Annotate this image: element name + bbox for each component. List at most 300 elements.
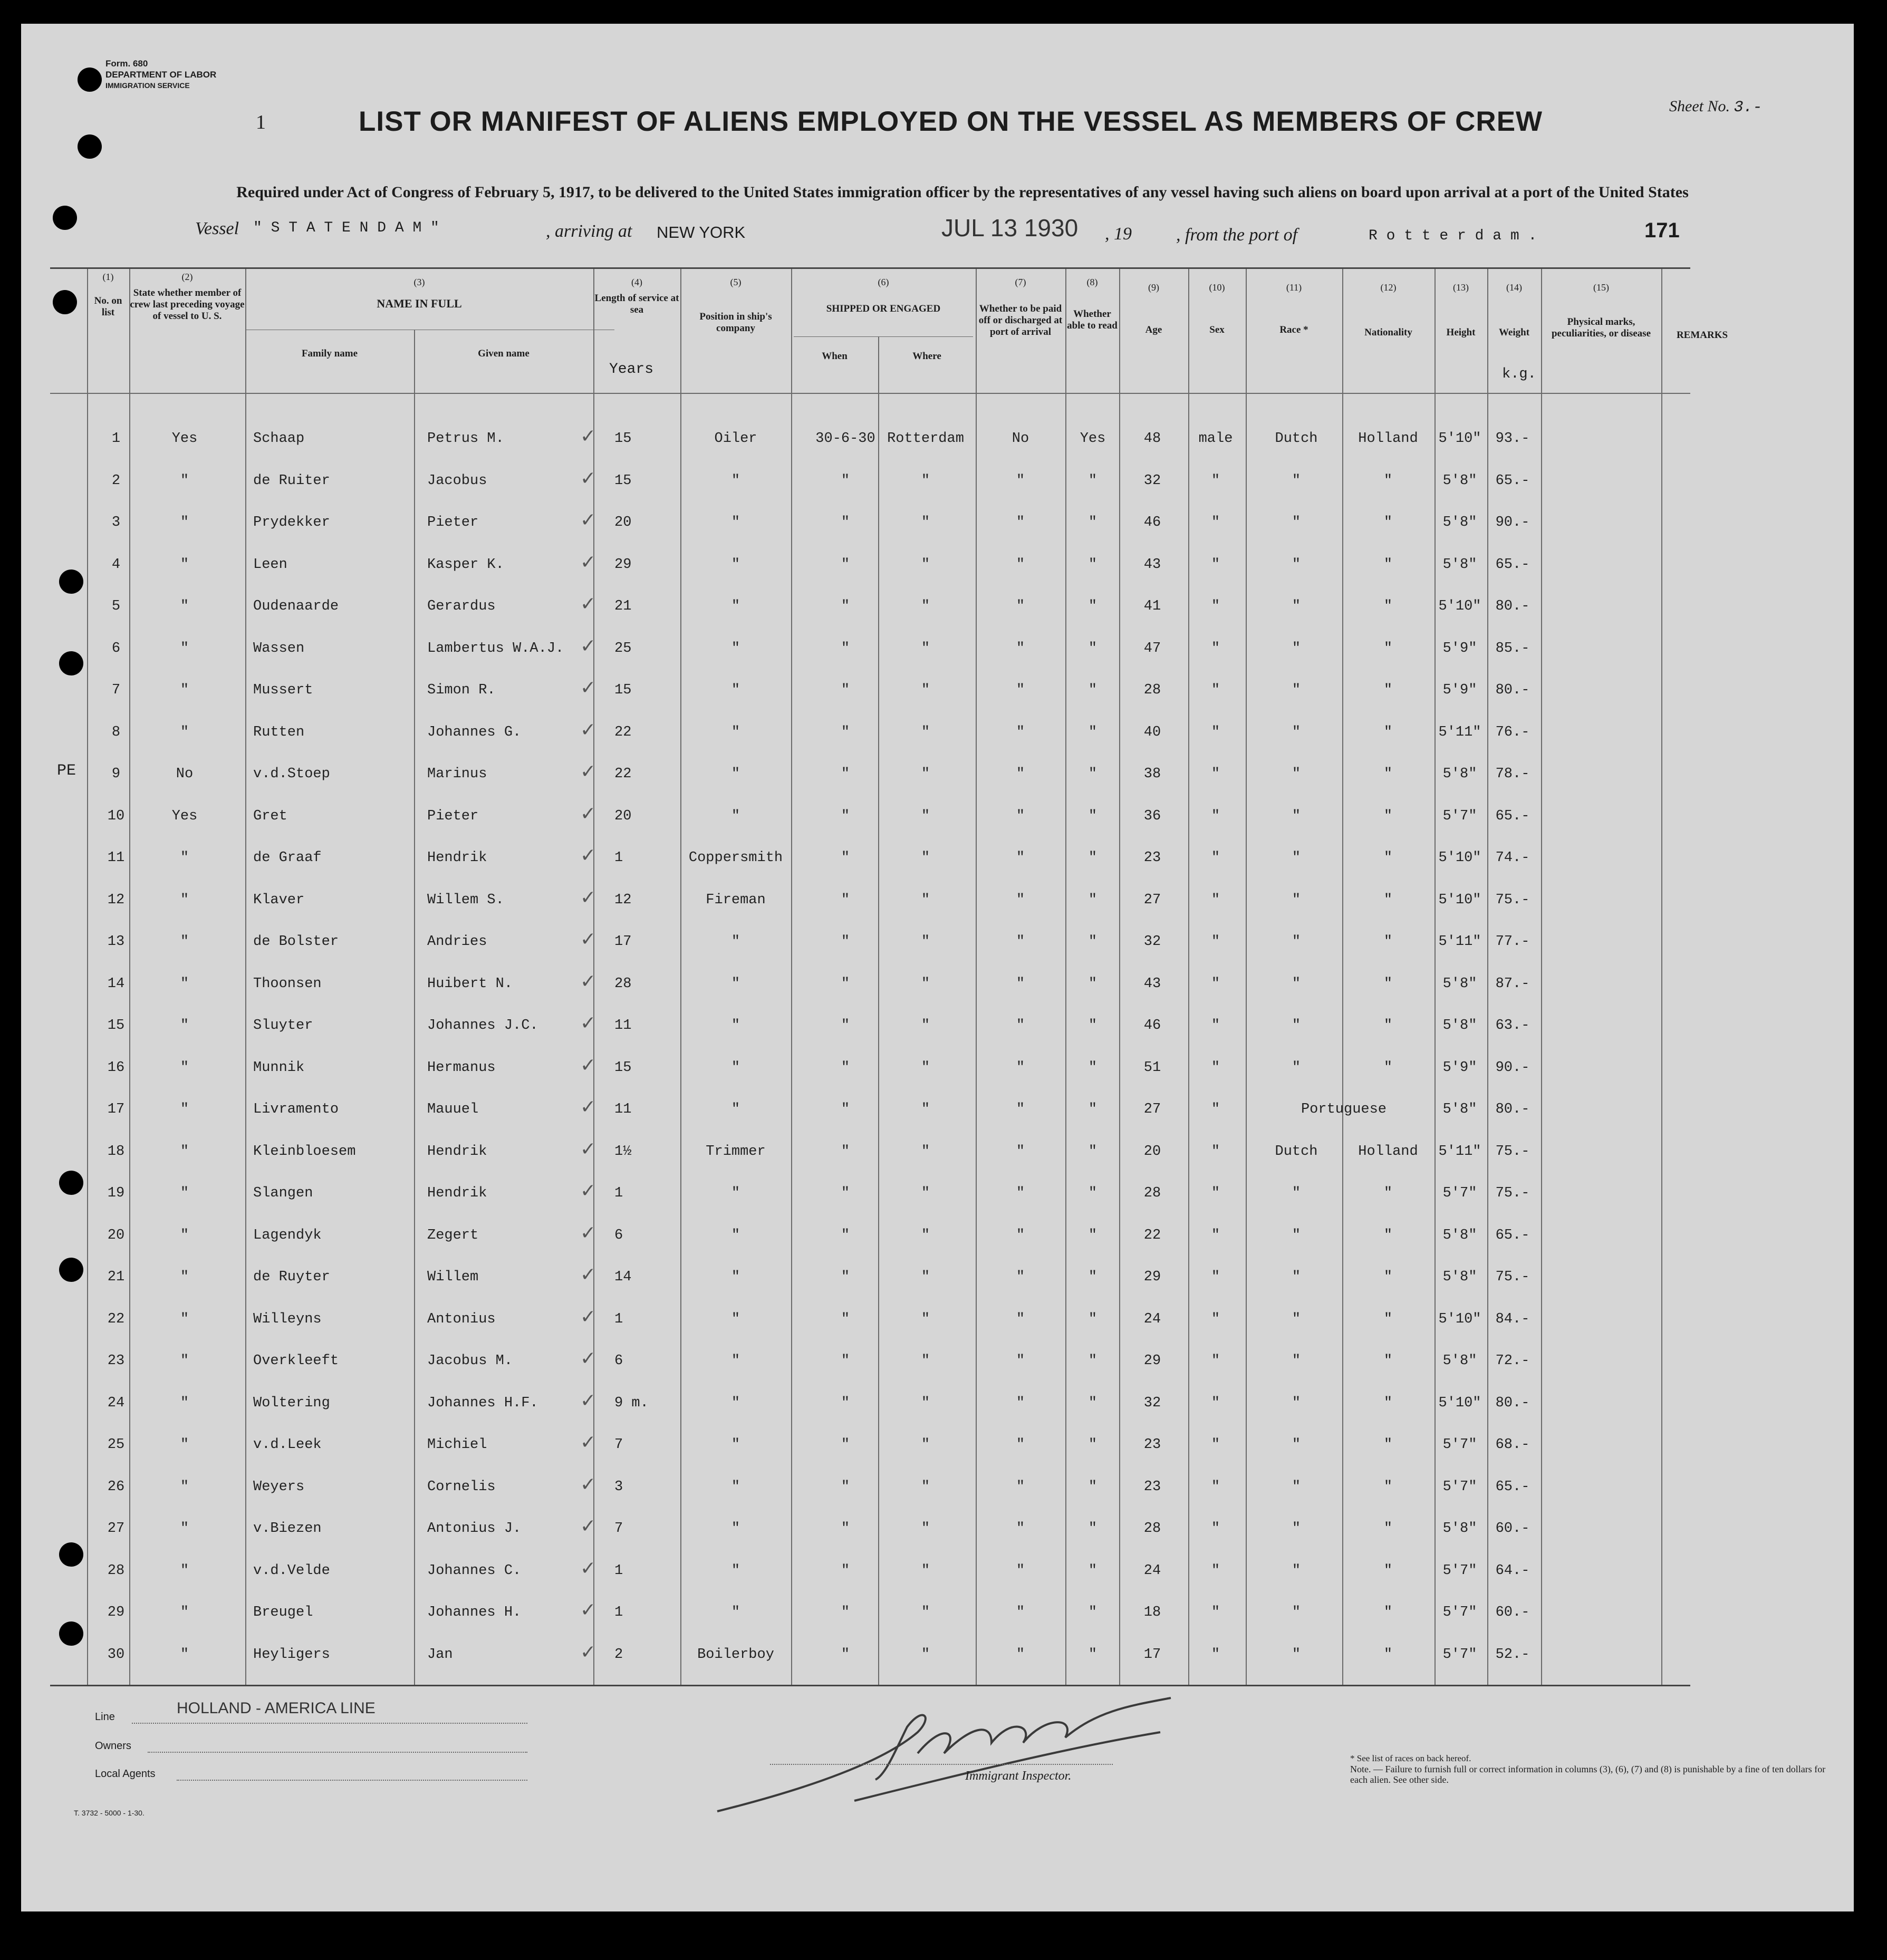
page-subtitle: Required under Act of Congress of February 5, 1917, to be delivered to the United States immigration officer by the representatives of any vessel having such aliens on board upon arrival at a port of the United States	[236, 184, 1689, 201]
cell-given-name: Johannes H.F.	[427, 1395, 538, 1411]
col-line	[1541, 269, 1542, 1685]
cell-sex: "	[1211, 724, 1220, 740]
cell-paid-off: "	[1016, 1018, 1025, 1034]
cell-sex: "	[1211, 1059, 1220, 1076]
col-num: (1)	[102, 272, 114, 282]
cell-nationality: "	[1383, 1227, 1393, 1243]
cell-no: 7	[111, 682, 121, 698]
cell-years: 12	[614, 892, 632, 908]
cell-age: 27	[1143, 1102, 1161, 1117]
cell-position: "	[731, 724, 740, 740]
cell-weight: 90.-	[1495, 1059, 1530, 1076]
cell-position: "	[731, 976, 740, 992]
year-label: , 19	[1105, 224, 1132, 244]
cell-given-name: Mauuel	[427, 1102, 479, 1117]
cell-position: Coppersmith	[688, 850, 783, 866]
cell-given-name: Huibert N.	[427, 976, 513, 992]
cell-able-to-read: "	[1088, 1437, 1097, 1453]
cell-family-name: Slangen	[253, 1185, 313, 1201]
cell-where: "	[921, 556, 930, 573]
cell-height: 5'8"	[1442, 766, 1477, 782]
header-shipped: SHIPPED OR ENGAGED	[826, 303, 941, 314]
cell-given-name: Jacobus M.	[427, 1353, 513, 1369]
check-mark-icon: ✓	[580, 1432, 596, 1453]
cell-sex: "	[1211, 934, 1220, 950]
cell-no: 1	[111, 431, 121, 447]
col-line	[1065, 269, 1066, 1685]
cell-no: 26	[107, 1479, 125, 1495]
cell-age: 43	[1143, 556, 1161, 573]
cell-family-name: v.Biezen	[253, 1521, 322, 1537]
cell-given-name: Kasper K.	[427, 556, 504, 573]
cell-able-to-read: "	[1088, 1479, 1097, 1495]
col-line	[1119, 269, 1120, 1685]
cell-nationality: "	[1383, 1353, 1393, 1369]
cell-prev-voyage: "	[180, 472, 189, 489]
cell-height: 5'7"	[1442, 1605, 1477, 1620]
cell-paid-off: "	[1016, 1227, 1025, 1243]
cell-years: 1	[614, 1562, 623, 1579]
check-mark-icon: ✓	[580, 803, 596, 825]
check-mark-icon: ✓	[580, 1222, 596, 1244]
cell-family-name: Sluyter	[253, 1018, 313, 1034]
cell-age: 36	[1143, 808, 1161, 824]
cell-years: 7	[614, 1437, 623, 1453]
manifest-page	[21, 24, 1854, 1911]
cell-no: 6	[111, 640, 121, 656]
cell-height: 5'8"	[1442, 1269, 1477, 1285]
col-num: (14)	[1506, 282, 1522, 293]
cell-given-name: Willem	[427, 1269, 479, 1285]
cell-family-name: de Ruyter	[253, 1269, 330, 1285]
cell-nationality: "	[1383, 1437, 1393, 1453]
cell-position: "	[731, 1479, 740, 1495]
check-mark-icon: ✓	[580, 845, 596, 866]
print-code: T. 3732 - 5000 - 1-30.	[74, 1809, 145, 1817]
cell-family-name: Schaap	[253, 431, 305, 447]
cell-age: 32	[1143, 934, 1161, 950]
cell-given-name: Simon R.	[427, 682, 496, 698]
inspector-label: Immigrant Inspector.	[965, 1769, 1072, 1783]
cell-sex: "	[1211, 1185, 1220, 1201]
cell-position: "	[731, 472, 740, 489]
table-top-border	[50, 267, 1690, 269]
cell-race: "	[1292, 1437, 1301, 1453]
cell-paid-off: "	[1016, 766, 1025, 782]
cell-when: "	[841, 1521, 850, 1537]
date-stamp: JUL 13 1930	[941, 214, 1079, 242]
header-name-in-full: NAME IN FULL	[377, 297, 462, 310]
cell-height: 5'11"	[1438, 724, 1481, 740]
cell-prev-voyage: "	[180, 1143, 189, 1160]
col-line	[414, 330, 415, 1685]
cell-nationality: "	[1383, 1521, 1393, 1537]
cell-position: "	[731, 640, 740, 656]
cell-no: 22	[107, 1311, 125, 1327]
cell-weight: 52.-	[1495, 1646, 1530, 1663]
cell-paid-off: "	[1016, 1437, 1025, 1453]
col-num: (7)	[1015, 277, 1026, 287]
check-mark-icon: ✓	[580, 970, 596, 992]
cell-height: 5'7"	[1442, 1646, 1477, 1663]
cell-weight: 72.-	[1495, 1353, 1530, 1369]
cell-prev-voyage: "	[180, 1185, 189, 1201]
cell-age: 40	[1143, 724, 1161, 740]
cell-years: 1	[614, 1605, 623, 1620]
cell-able-to-read: "	[1088, 808, 1097, 824]
cell-position: "	[731, 1102, 740, 1117]
cell-sex: "	[1211, 1395, 1220, 1411]
cell-given-name: Andries	[427, 934, 487, 950]
cell-where: Rotterdam	[887, 431, 964, 447]
cell-given-name: Pieter	[427, 515, 479, 530]
cell-where: "	[921, 850, 930, 866]
cell-given-name: Hendrik	[427, 1143, 487, 1160]
cell-when: "	[841, 1646, 850, 1663]
check-mark-icon: ✓	[580, 551, 596, 573]
cell-prev-voyage: "	[180, 1437, 189, 1453]
cell-race: "	[1292, 640, 1301, 656]
form-mark: 1	[256, 111, 266, 133]
cell-height: 5'9"	[1442, 1059, 1477, 1076]
cell-no: 19	[107, 1185, 125, 1201]
cell-paid-off: "	[1016, 1059, 1025, 1076]
cell-when: "	[841, 766, 850, 782]
cell-race: "	[1292, 556, 1301, 573]
col-num: (4)	[631, 277, 642, 287]
cell-weight: 90.-	[1495, 515, 1530, 530]
punch-hole	[59, 1171, 83, 1195]
cell-height: 5'7"	[1442, 1562, 1477, 1579]
cell-able-to-read: "	[1088, 1562, 1097, 1579]
footer-line-value: HOLLAND - AMERICA LINE	[177, 1700, 376, 1717]
check-mark-icon: ✓	[580, 761, 596, 783]
cell-family-name: v.d.Velde	[253, 1562, 330, 1579]
header-where: Where	[912, 351, 941, 362]
cell-no: 24	[107, 1395, 125, 1411]
cell-family-name: de Graaf	[253, 850, 322, 866]
cell-family-name: Overkleeft	[253, 1353, 339, 1369]
cell-position: "	[731, 1521, 740, 1537]
header-age: Age	[1145, 324, 1162, 335]
vessel-label: Vessel	[195, 219, 239, 238]
cell-where: "	[921, 472, 930, 489]
cell-weight: 75.-	[1495, 1185, 1530, 1201]
cell-weight: 65.-	[1495, 808, 1530, 824]
cell-age: 38	[1143, 766, 1161, 782]
cell-prev-voyage: "	[180, 556, 189, 573]
cell-position: "	[731, 808, 740, 824]
punch-hole	[53, 290, 77, 314]
cell-age: 23	[1143, 850, 1161, 866]
cell-paid-off: "	[1016, 1311, 1025, 1327]
cell-height: 5'10"	[1438, 598, 1481, 614]
check-mark-icon: ✓	[580, 1264, 596, 1286]
cell-weight: 68.-	[1495, 1437, 1530, 1453]
cell-height: 5'10"	[1438, 892, 1481, 908]
cell-paid-off: "	[1016, 1605, 1025, 1620]
cell-able-to-read: "	[1088, 934, 1097, 950]
cell-paid-off: "	[1016, 724, 1025, 740]
cell-years: 29	[614, 556, 632, 573]
check-mark-icon: ✓	[580, 1054, 596, 1076]
cell-weight: 65.-	[1495, 472, 1530, 489]
check-mark-icon: ✓	[580, 635, 596, 657]
punch-hole	[59, 1621, 83, 1646]
cell-paid-off: No	[1012, 431, 1029, 447]
col-line	[1246, 269, 1247, 1685]
check-mark-icon: ✓	[580, 1138, 596, 1160]
cell-paid-off: "	[1016, 598, 1025, 614]
cell-position: Boilerboy	[697, 1646, 774, 1663]
cell-where: "	[921, 1437, 930, 1453]
header-paid-off: Whether to be paid off or discharged at port of arrival	[978, 303, 1063, 337]
col-num: (11)	[1286, 282, 1302, 293]
col-line	[1188, 269, 1189, 1685]
cell-race: "	[1292, 1059, 1301, 1076]
cell-sex: "	[1211, 1018, 1220, 1034]
cell-age: 32	[1143, 472, 1161, 489]
cell-height: 5'11"	[1438, 1143, 1481, 1160]
cell-years: 11	[614, 1102, 632, 1117]
cell-no: 21	[107, 1269, 125, 1285]
cell-years: 7	[614, 1521, 623, 1537]
header-sex: Sex	[1209, 324, 1225, 335]
cell-years: 1	[614, 850, 623, 866]
col-num: (9)	[1148, 282, 1159, 293]
footer-note-races: * See list of races on back hereof.	[1350, 1753, 1471, 1763]
cell-age: 28	[1143, 682, 1161, 698]
inspector-signature	[696, 1685, 1197, 1832]
cell-paid-off: "	[1016, 1521, 1025, 1537]
cell-no: 3	[111, 515, 121, 530]
cell-position: "	[731, 598, 740, 614]
cell-sex: male	[1198, 431, 1233, 447]
punch-hole	[53, 206, 77, 230]
cell-prev-voyage: "	[180, 934, 189, 950]
cell-prev-voyage: "	[180, 1479, 189, 1495]
cell-position: "	[731, 934, 740, 950]
cell-family-name: Thoonsen	[253, 976, 322, 992]
cell-sex: "	[1211, 682, 1220, 698]
cell-given-name: Willem S.	[427, 892, 504, 908]
cell-weight: 60.-	[1495, 1605, 1530, 1620]
cell-when: "	[841, 1311, 850, 1327]
cell-prev-voyage: "	[180, 1562, 189, 1579]
cell-family-name: Lagendyk	[253, 1227, 322, 1243]
cell-years: 1	[614, 1185, 623, 1201]
cell-when: "	[841, 1143, 850, 1160]
cell-race: "	[1292, 1311, 1301, 1327]
cell-years: 17	[614, 934, 632, 950]
cell-weight: 65.-	[1495, 1227, 1530, 1243]
cell-nationality: "	[1383, 1646, 1393, 1663]
col-line	[680, 269, 681, 1685]
cell-family-name: Klaver	[253, 892, 305, 908]
cell-when: "	[841, 934, 850, 950]
col-line	[1342, 269, 1343, 1685]
cell-height: 5'11"	[1438, 934, 1481, 950]
cell-height: 5'8"	[1442, 1102, 1477, 1117]
cell-paid-off: "	[1016, 1143, 1025, 1160]
cell-height: 5'7"	[1442, 1437, 1477, 1453]
cell-prev-voyage: No	[176, 766, 194, 782]
page-title: LIST OR MANIFEST OF ALIENS EMPLOYED ON THE VESSEL AS MEMBERS OF CREW	[359, 106, 1543, 137]
cell-prev-voyage: "	[180, 1521, 189, 1537]
cell-where: "	[921, 1646, 930, 1663]
cell-years: 14	[614, 1269, 632, 1285]
cell-able-to-read: "	[1088, 766, 1097, 782]
cell-years: 6	[614, 1353, 623, 1369]
cell-given-name: Marinus	[427, 766, 487, 782]
cell-prev-voyage: "	[180, 1018, 189, 1034]
sheet-number	[1669, 98, 1763, 117]
cell-race: "	[1292, 1646, 1301, 1663]
col-num: (15)	[1593, 282, 1609, 293]
cell-prev-voyage: "	[180, 892, 189, 908]
cell-where: "	[921, 766, 930, 782]
cell-years: 3	[614, 1479, 623, 1495]
cell-height: 5'10"	[1438, 1395, 1481, 1411]
check-mark-icon: ✓	[580, 509, 596, 531]
punch-hole	[59, 1542, 83, 1567]
cell-height: 5'8"	[1442, 976, 1477, 992]
cell-nationality: Holland	[1358, 1143, 1418, 1160]
cell-race: "	[1292, 1227, 1301, 1243]
cell-race: "	[1292, 766, 1301, 782]
cell-prev-voyage: Yes	[171, 808, 198, 824]
cell-years: 25	[614, 640, 632, 656]
cell-family-name: Breugel	[253, 1605, 313, 1620]
cell-race: "	[1292, 682, 1301, 698]
check-mark-icon: ✓	[580, 719, 596, 741]
col-line	[129, 269, 130, 1685]
cell-nationality: "	[1383, 766, 1393, 782]
cell-age: 28	[1143, 1185, 1161, 1201]
cell-height: 5'9"	[1442, 640, 1477, 656]
header-years: Years	[609, 361, 654, 378]
cell-no: 28	[107, 1562, 125, 1579]
cell-age: 24	[1143, 1562, 1161, 1579]
cell-no: 15	[107, 1018, 125, 1034]
cell-where: "	[921, 598, 930, 614]
col-num: (10)	[1209, 282, 1225, 293]
cell-nationality: "	[1383, 976, 1393, 992]
header-height: Height	[1446, 327, 1476, 338]
cell-able-to-read: "	[1088, 1521, 1097, 1537]
cell-years: 28	[614, 976, 632, 992]
cell-prev-voyage: "	[180, 1646, 189, 1663]
cell-prev-voyage: "	[180, 598, 189, 614]
cell-able-to-read: "	[1088, 515, 1097, 530]
cell-where: "	[921, 1059, 930, 1076]
footer-rule	[148, 1752, 527, 1753]
cell-race: "	[1292, 724, 1301, 740]
cell-race: "	[1292, 934, 1301, 950]
cell-age: 29	[1143, 1353, 1161, 1369]
cell-family-name: de Bolster	[253, 934, 339, 950]
cell-age: 18	[1143, 1605, 1161, 1620]
cell-where: "	[921, 934, 930, 950]
cell-family-name: Woltering	[253, 1395, 330, 1411]
cell-when: "	[841, 640, 850, 656]
cell-age: 29	[1143, 1269, 1161, 1285]
cell-able-to-read: "	[1088, 1646, 1097, 1663]
header-family-name: Family name	[301, 348, 358, 359]
cell-where: "	[921, 1395, 930, 1411]
footer-rule	[132, 1723, 527, 1724]
header-nationality: Nationality	[1364, 327, 1412, 338]
header-when: When	[822, 351, 848, 362]
cell-nationality: "	[1383, 556, 1393, 573]
cell-where: "	[921, 1605, 930, 1620]
cell-height: 5'8"	[1442, 472, 1477, 489]
cell-no: 16	[107, 1059, 125, 1076]
cell-sex: "	[1211, 1269, 1220, 1285]
cell-race: "	[1292, 598, 1301, 614]
cell-where: "	[921, 724, 930, 740]
cell-years: 21	[614, 598, 632, 614]
cell-race: Dutch	[1275, 431, 1318, 447]
cell-family-name: de Ruiter	[253, 472, 330, 489]
cell-height: 5'8"	[1442, 515, 1477, 530]
cell-when: "	[841, 724, 850, 740]
cell-years: 20	[614, 808, 632, 824]
cell-race: "	[1292, 1353, 1301, 1369]
cell-age: 28	[1143, 1521, 1161, 1537]
cell-position: "	[731, 515, 740, 530]
cell-prev-voyage: "	[180, 515, 189, 530]
cell-able-to-read: "	[1088, 1059, 1097, 1076]
cell-sex: "	[1211, 808, 1220, 824]
cell-position: "	[731, 1353, 740, 1369]
footer-agents-label: Local Agents	[95, 1768, 156, 1780]
side-note: PE	[57, 762, 76, 780]
cell-given-name: Jan	[427, 1646, 453, 1663]
check-mark-icon: ✓	[580, 1557, 596, 1579]
cell-where: "	[921, 1102, 930, 1117]
cell-position: Fireman	[706, 892, 766, 908]
cell-able-to-read: "	[1088, 1227, 1097, 1243]
cell-nationality: "	[1383, 1395, 1393, 1411]
cell-no: 20	[107, 1227, 125, 1243]
cell-able-to-read: "	[1088, 1143, 1097, 1160]
cell-where: "	[921, 1479, 930, 1495]
cell-sex: "	[1211, 1143, 1220, 1160]
cell-family-name: Wassen	[253, 640, 305, 656]
cell-nationality: "	[1383, 892, 1393, 908]
cell-nationality: "	[1383, 515, 1393, 530]
cell-no: 8	[111, 724, 121, 740]
cell-race: "	[1292, 1521, 1301, 1537]
cell-able-to-read: "	[1088, 1353, 1097, 1369]
cell-age: 47	[1143, 640, 1161, 656]
header-race: Race *	[1279, 324, 1308, 335]
cell-prev-voyage: "	[180, 1227, 189, 1243]
cell-where: "	[921, 640, 930, 656]
cell-no: 11	[107, 850, 125, 866]
cell-paid-off: "	[1016, 1395, 1025, 1411]
col-line	[87, 269, 88, 1685]
check-mark-icon: ✓	[580, 886, 596, 909]
cell-where: "	[921, 515, 930, 530]
cell-paid-off: "	[1016, 556, 1025, 573]
check-mark-icon: ✓	[580, 1641, 596, 1663]
sheet-value: 3.-	[1734, 99, 1763, 117]
cell-position: "	[731, 1227, 740, 1243]
cell-able-to-read: "	[1088, 1185, 1097, 1201]
cell-nationality: "	[1383, 640, 1393, 656]
